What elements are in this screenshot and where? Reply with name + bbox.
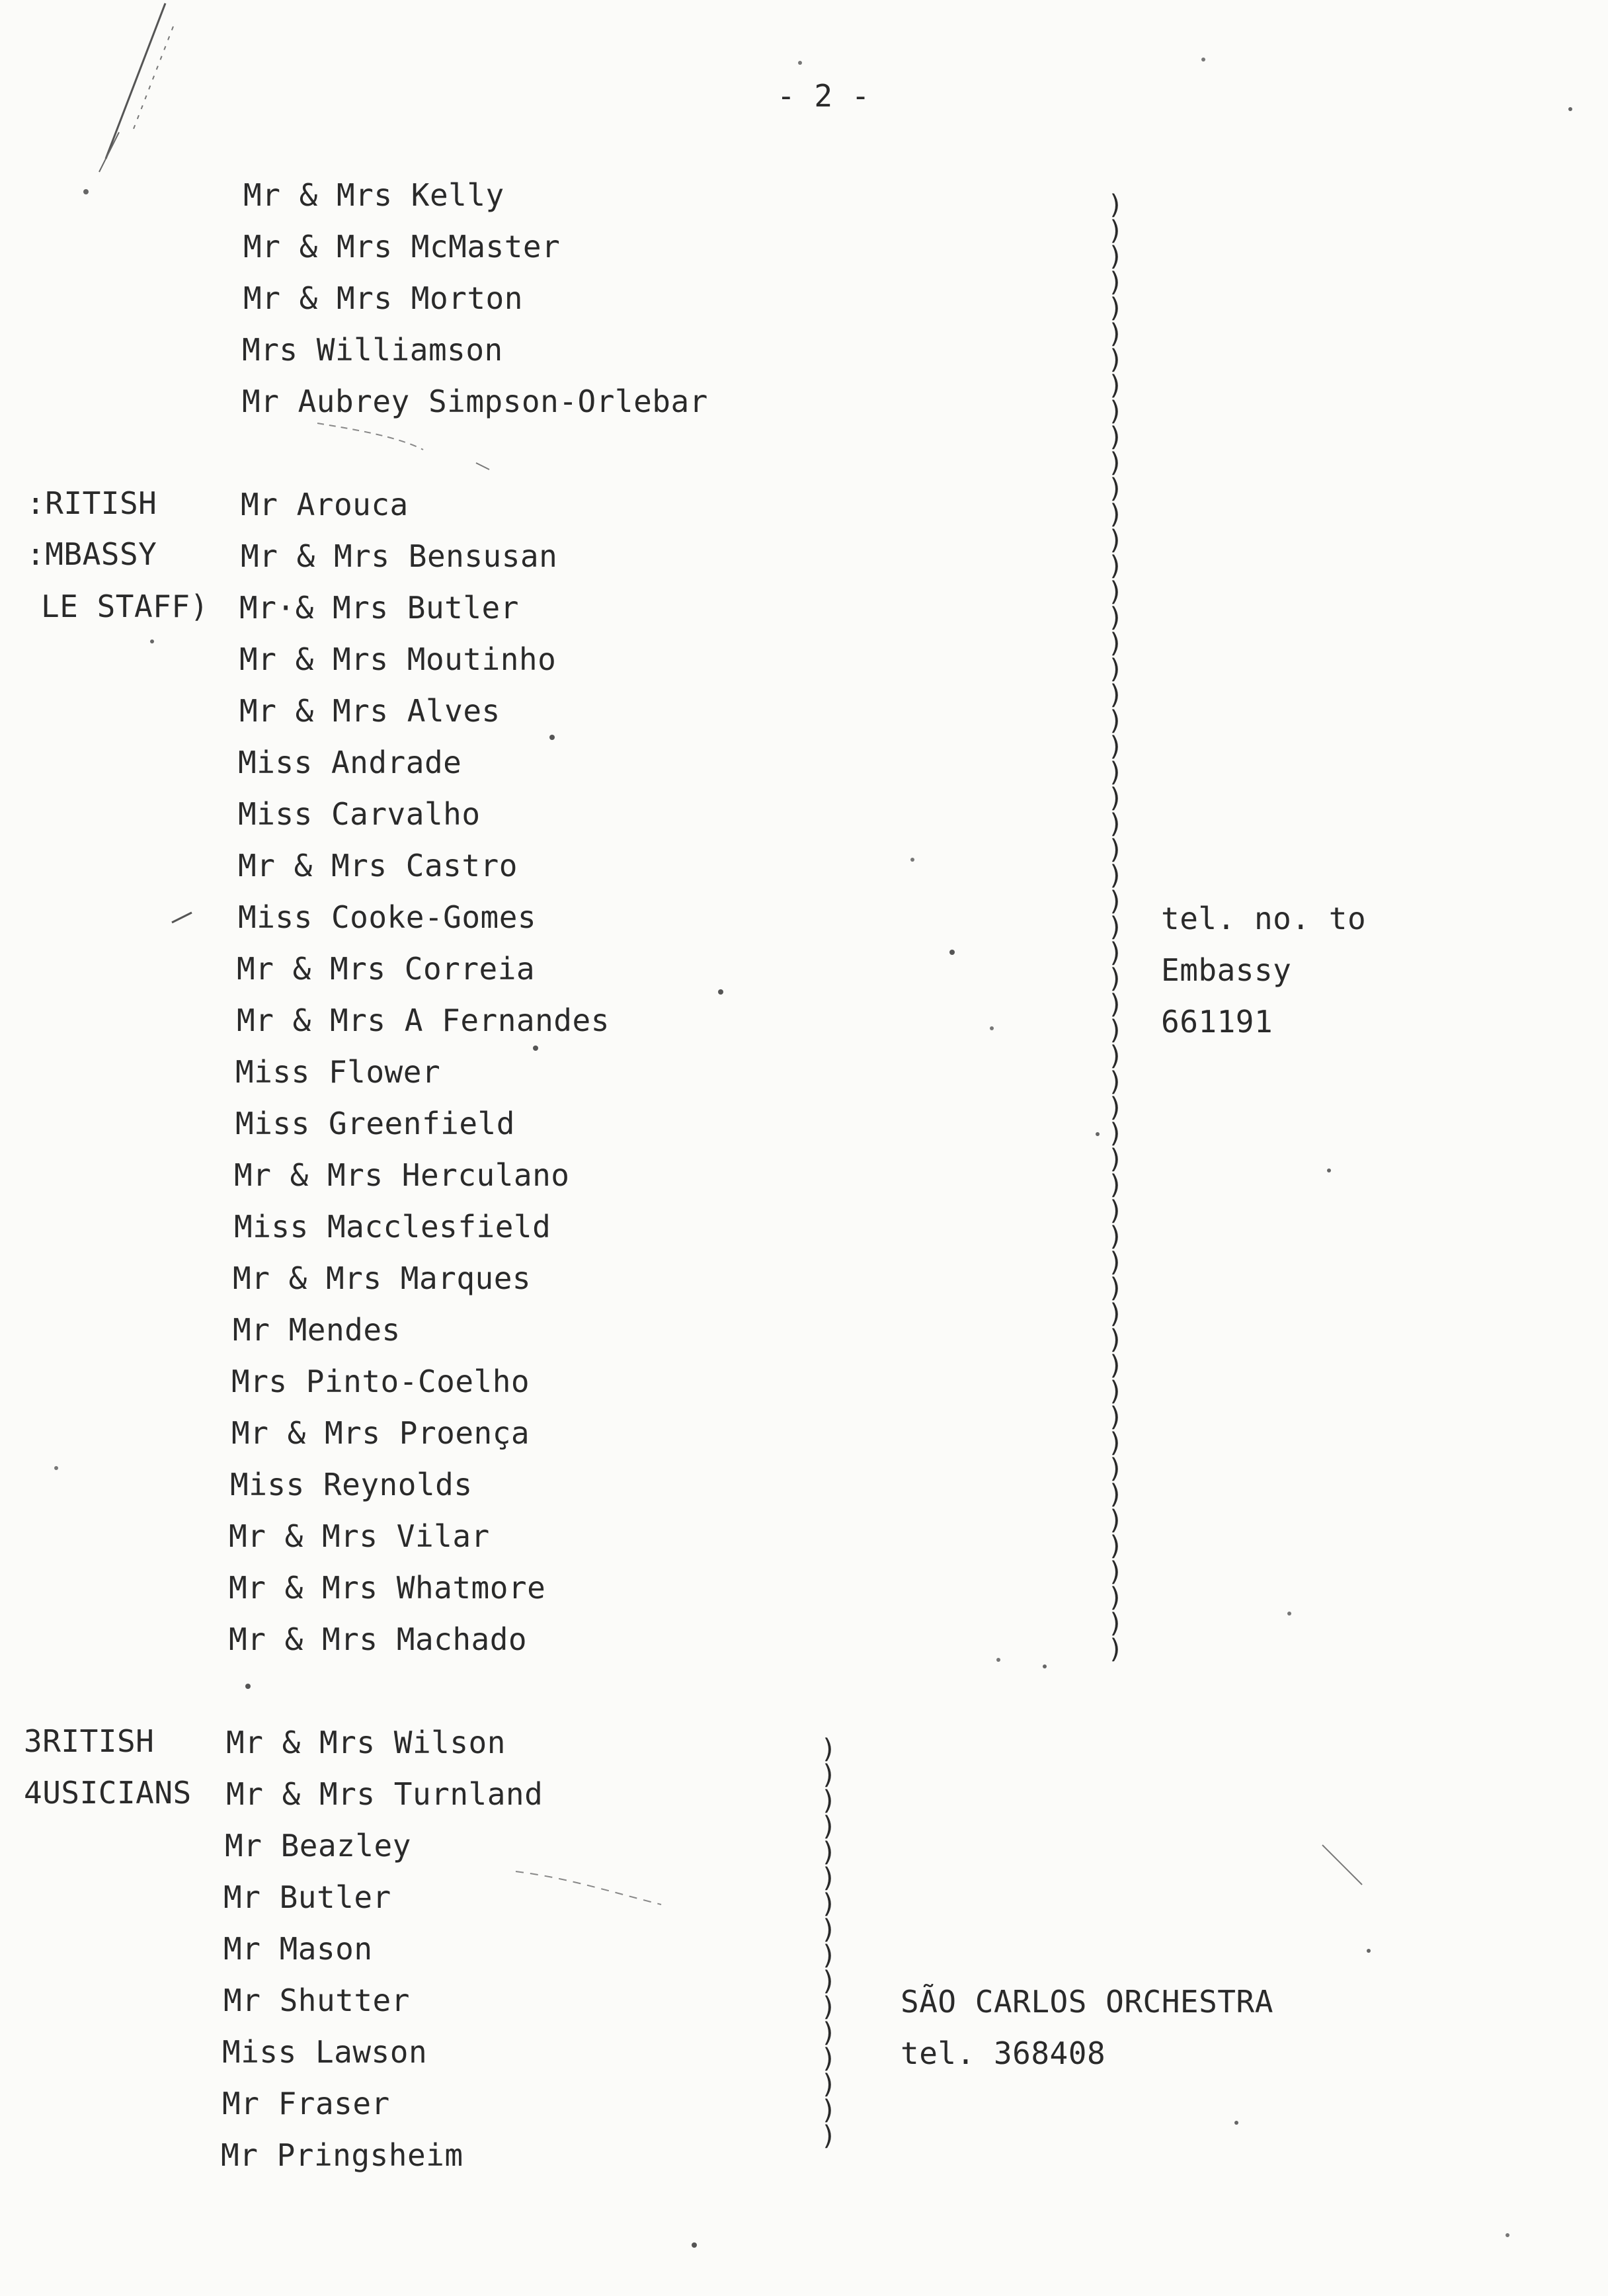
bracket-mark: ) (1107, 1273, 1124, 1303)
bracket-mark: ) (1107, 345, 1124, 375)
bracket-mark: ) (820, 2121, 837, 2151)
guest-name: Mr & Mrs Bensusan (241, 538, 558, 574)
guest-name: Mr Fraser (222, 2086, 390, 2121)
bracket-mark: ) (1107, 1428, 1124, 1458)
guest-name: Mr Mendes (233, 1312, 401, 1348)
bracket-mark: ) (820, 1760, 837, 1790)
bracket-mark: ) (1107, 216, 1124, 246)
bracket-mark: ) (1107, 1299, 1124, 1329)
bracket-mark: ) (820, 2095, 837, 2125)
guest-name: Mr & Mrs Machado (229, 1621, 528, 1657)
bracket-mark: ) (1107, 267, 1124, 298)
group-label: :RITISH (26, 485, 157, 521)
bracket-mark: ) (1107, 1118, 1124, 1149)
group-label: :MBASSY (26, 536, 157, 572)
bracket-mark: ) (1107, 241, 1124, 272)
bracket-mark: ) (820, 2069, 837, 2100)
guest-name: Mr & Mrs Castro (238, 848, 518, 883)
embassy-tel-number: 661191 (1161, 1004, 1273, 1040)
guest-name: Mr & Mrs Vilar (229, 1518, 490, 1554)
bracket-mark: ) (1107, 1144, 1124, 1174)
bracket-mark: ) (1107, 1247, 1124, 1278)
bracket-mark: ) (820, 1863, 837, 1893)
guest-name: Mr & Mrs McMaster (243, 229, 561, 265)
bracket-mark: ) (1107, 989, 1124, 1020)
bracket-mark: ) (1107, 886, 1124, 917)
orchestra-note: SÃO CARLOS ORCHESTRA (901, 1984, 1273, 2020)
bracket-mark: ) (1107, 1531, 1124, 1561)
guest-name: Mr Arouca (241, 487, 409, 522)
bracket-mark: ) (820, 1785, 837, 1816)
bracket-mark: ) (1107, 1608, 1124, 1639)
guest-name: Miss Reynolds (230, 1467, 473, 1502)
bracket-mark: ) (820, 2043, 837, 2074)
guest-name: Mrs Pinto-Coelho (231, 1364, 530, 1399)
bracket-mark: ) (820, 1837, 837, 1867)
bracket-mark: ) (820, 2018, 837, 2048)
page-number: - 2 - (777, 78, 870, 114)
guest-name: Mr & Mrs Marques (233, 1260, 532, 1296)
guest-name: Mr & Mrs Moutinho (239, 641, 557, 677)
bracket-mark: ) (1107, 1325, 1124, 1355)
bracket-mark: ) (1107, 783, 1124, 813)
guest-name: Miss Carvalho (238, 796, 481, 832)
bracket-mark: ) (1107, 1067, 1124, 1097)
group-label: LE STAFF) (41, 589, 209, 624)
bracket-mark: ) (820, 1940, 837, 1971)
bracket-mark: ) (1107, 1015, 1124, 1046)
guest-name: Mr Beazley (225, 1828, 411, 1864)
guest-name: Mr Aubrey Simpson-Orlebar (242, 384, 708, 419)
bracket-mark: ) (1107, 602, 1124, 633)
guest-name: Mr Mason (223, 1931, 373, 1967)
bracket-mark: ) (1107, 293, 1124, 323)
bracket-mark: ) (1107, 1350, 1124, 1381)
bracket-mark: ) (1107, 499, 1124, 530)
bracket-mark: ) (820, 1811, 837, 1842)
group-label: 3RITISH (24, 1723, 155, 1759)
bracket-mark: ) (1107, 706, 1124, 736)
guest-name: Mr Shutter (223, 1983, 410, 2018)
bracket-mark: ) (1107, 835, 1124, 865)
bracket-mark: ) (1107, 319, 1124, 349)
bracket-mark: ) (1107, 654, 1124, 684)
guest-name: Mr & Mrs Proença (231, 1415, 530, 1451)
bracket-mark: ) (1107, 938, 1124, 968)
guest-name: Miss Lawson (222, 2034, 428, 2070)
guest-name: Mr Pringsheim (221, 2137, 463, 2173)
embassy-tel-note: Embassy (1161, 952, 1292, 988)
guest-name: Mr & Mrs Kelly (243, 177, 504, 213)
bracket-mark: ) (1107, 912, 1124, 942)
bracket-mark: ) (1107, 1041, 1124, 1071)
bracket-mark: ) (1107, 1196, 1124, 1226)
bracket-mark: ) (1107, 757, 1124, 788)
bracket-mark: ) (1107, 1454, 1124, 1484)
bracket-mark: ) (1107, 964, 1124, 994)
bracket-mark: ) (820, 1734, 837, 1764)
bracket-mark: ) (1107, 860, 1124, 891)
bracket-mark: ) (1107, 1479, 1124, 1510)
bracket-mark: ) (1107, 1557, 1124, 1587)
guest-name: Mrs Williamson (242, 332, 503, 368)
bracket-mark: ) (820, 1966, 837, 1996)
bracket-mark: ) (1107, 1582, 1124, 1613)
bracket-mark: ) (1107, 1402, 1124, 1432)
bracket-mark: ) (1107, 1376, 1124, 1407)
bracket-mark: ) (1107, 1505, 1124, 1536)
guest-name: Mr & Mrs Alves (239, 693, 501, 729)
guest-name: Mr & Mrs Wilson (226, 1725, 506, 1760)
bracket-mark: ) (1107, 448, 1124, 478)
bracket-mark: ) (1107, 370, 1124, 401)
guest-name: Mr·& Mrs Butler (239, 590, 519, 626)
guest-name: Miss Andrade (238, 745, 462, 780)
bracket-mark: ) (1107, 1634, 1124, 1664)
bracket-mark: ) (1107, 809, 1124, 839)
bracket-mark: ) (1107, 577, 1124, 607)
bracket-mark: ) (1107, 1221, 1124, 1252)
bracket-mark: ) (1107, 1092, 1124, 1123)
bracket-mark: ) (820, 1992, 837, 2022)
guest-name: Mr & Mrs Whatmore (229, 1570, 546, 1606)
guest-name: Mr & Mrs Turnland (226, 1776, 543, 1812)
bracket-mark: ) (1107, 551, 1124, 581)
bracket-mark: ) (1107, 396, 1124, 427)
guest-name: Mr & Mrs Correia (237, 951, 536, 987)
guest-name: Mr & Mrs Herculano (234, 1157, 570, 1193)
guest-name: Miss Cooke-Gomes (238, 899, 537, 935)
orchestra-tel: tel. 368408 (901, 2035, 1106, 2071)
embassy-tel-note: tel. no. to (1161, 901, 1367, 936)
bracket-mark: ) (1107, 473, 1124, 504)
bracket-mark: ) (1107, 731, 1124, 762)
guest-name: Miss Greenfield (235, 1106, 515, 1141)
guest-name: Mr & Mrs Morton (243, 280, 523, 316)
guest-name: Mr & Mrs A Fernandes (237, 1003, 610, 1038)
bracket-mark: ) (1107, 422, 1124, 452)
guest-name: Mr Butler (223, 1879, 391, 1915)
bracket-mark: ) (1107, 1170, 1124, 1200)
bracket-mark: ) (1107, 628, 1124, 659)
guest-name: Miss Flower (235, 1054, 441, 1090)
bracket-mark: ) (820, 1914, 837, 1945)
bracket-mark: ) (1107, 525, 1124, 555)
bracket-mark: ) (1107, 680, 1124, 710)
bracket-mark: ) (820, 1889, 837, 1919)
group-label: 4USICIANS (24, 1775, 192, 1811)
guest-name: Miss Macclesfield (234, 1209, 551, 1245)
bracket-mark: ) (1107, 190, 1124, 220)
